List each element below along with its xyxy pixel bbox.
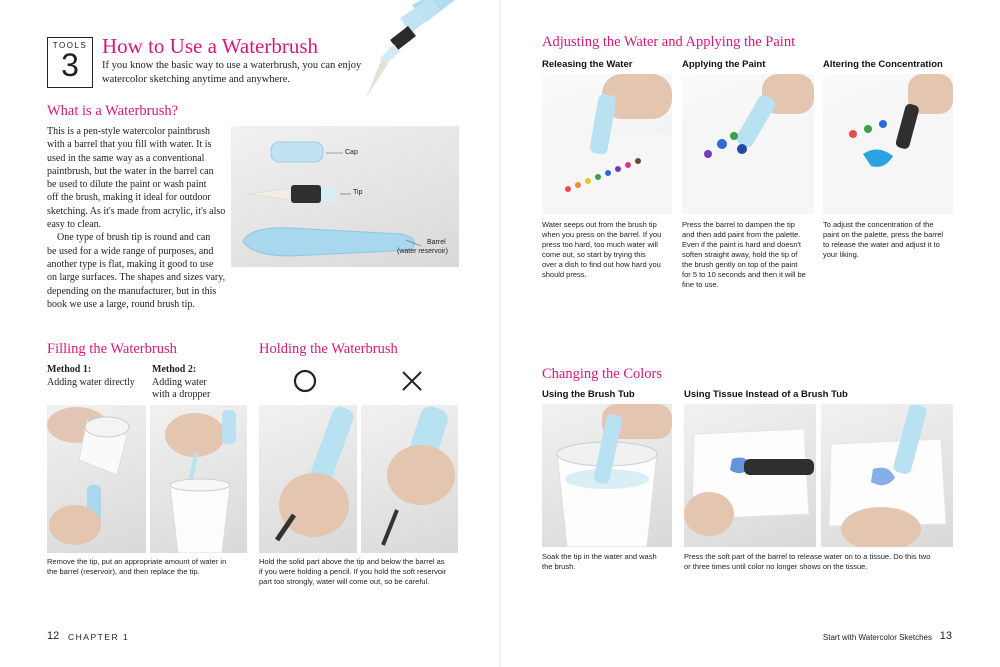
page-title: How to Use a Waterbrush [102,34,319,58]
body-line: off the brush, making it ideal for outdoor [47,192,211,204]
holding-caption-line: Hold the solid part above the tip and below the barrel as [259,557,445,566]
body-line: One type of brush tip is round and can [57,232,211,244]
footer-title: Start with Watercolor Sketches [822,633,932,642]
parts-drawing [231,126,459,267]
barrel-sub-label: (water reservoir) [397,248,448,255]
releasing-caption [542,220,677,280]
caption-line: or three times until color no longer shows on the tissue. [684,562,868,571]
caption-line: Soak the tip in the water and wash [542,552,657,561]
method2-label: Method 2: [152,364,197,375]
method2 [152,364,210,402]
releasing-photo [542,74,672,214]
caption-line: to release the water and adjust it to [823,240,940,249]
right-page-number: 13 [939,630,952,642]
method1-photo [47,405,146,553]
brush-tub-title: Using the Brush Tub [542,389,635,400]
correct-circle-icon [292,368,318,394]
tools-number: 3 [61,47,79,83]
holding-heading: Holding the Waterbrush [259,341,398,357]
what-heading: What is a Waterbrush? [47,103,179,119]
correct-grip-photo [259,405,357,553]
caption-line: fine to use. [682,280,719,289]
method2-text-1: Adding water [152,376,207,388]
body-line: be used to dilute the paint or wash paint [47,179,207,191]
brush-tub-drawing [542,404,672,547]
incorrect-grip-photo [361,405,458,553]
applying-photo [682,74,814,214]
caption-line: the brush. [542,562,576,571]
method1-text: Adding water directly [47,376,135,388]
waterbrush-illustration [360,0,480,100]
left-page-number: 12 [47,630,60,642]
method2-text-2: with a dropper [152,389,211,400]
tools-badge [47,37,93,88]
dropper-drawing [150,405,247,553]
body-line: used in the same way as a conventional [47,152,205,164]
caption-line: Press the soft part of the barrel to release water on to a tissue. Do this two [684,552,931,561]
tools-label: TOOLS [52,41,88,50]
body-line: another type is flat, making it good to use [47,258,214,270]
incorrect-grip-drawing [361,405,458,553]
adjust-heading: Adjusting the Water and Applying the Paint [542,34,796,50]
intro-text: If you know the basic way to use a waterbrush, you can enjoy watercolor sketching anytime and anywhere. [102,60,362,85]
applying-caption [682,220,820,290]
filling-caption [47,557,257,577]
tissue-drawing-2 [821,404,953,547]
tissue-caption [684,552,959,572]
caption-line: come out, so start by trying this [542,250,646,259]
caption-line: soften straight away, hold the tip of [682,250,798,259]
applying-drawing [682,74,814,214]
body-line: with a barrel that you fill with water. It is [47,139,212,151]
releasing-title: Releasing the Water [542,59,633,70]
caption-line: your liking. [823,250,859,259]
altering-drawing [823,74,953,214]
waterbrush-parts-photo [231,126,459,267]
barrel-label: Barrel [427,239,446,246]
caption-line: over a dish to find out how hard you [542,260,661,269]
body-line: This is a pen-style watercolor paintbrush [47,126,211,137]
filling-caption-line: Remove the tip, put an appropriate amount of water in [47,557,227,566]
body-line: sketching. As it's made from acrylic, it's also [47,205,226,217]
tissue-title: Using Tissue Instead of a Brush Tub [684,389,848,400]
tip-label: Tip [353,189,363,196]
method1 [47,364,135,389]
chapter-label: CHAPTER 1 [68,632,130,642]
caption-line: Press the barrel to dampen the tip [682,220,795,229]
tub-caption [542,552,677,572]
changing-heading: Changing the Colors [542,366,663,382]
incorrect-cross-icon [400,369,424,393]
caption-line: press too hard, too much water will [542,240,658,249]
brush-tub-photo [542,404,672,547]
caption-line: the brush gently on top of the paint [682,260,798,269]
tissue-photo-2 [821,404,953,547]
caption-line: when you press on the barrel. If you [542,230,662,239]
releasing-drawing [542,74,672,214]
body-line: on large surfaces. The shapes and sizes vary, [47,272,226,284]
tissue-drawing-1 [684,404,816,547]
filling-heading: Filling the Waterbrush [47,341,177,357]
body-line: paintbrush, but the water in the barrel can [47,165,214,177]
body-line: depending on the manufacturer, but in this [47,285,217,297]
filling-caption-line: the barrel (reservoir), and then replace the tip. [47,567,200,576]
altering-title: Altering the Concentration [823,59,943,70]
caption-line: paint on the palette, press the barrel [823,230,944,239]
caption-line: for 5 to 10 seconds and then it will be [682,270,806,279]
right-page [500,0,1000,667]
what-body [47,125,227,311]
cap-label: Cap [345,149,358,156]
cup-tilt-drawing [47,405,146,553]
holding-caption-line: if you were holding a pencil. If you hold the soft reservoir [259,567,447,576]
altering-photo [823,74,953,214]
caption-line: Even if the paint is hard and doesn't [682,240,802,249]
caption-line: To adjust the concentration of the [823,220,934,229]
tissue-photo-1 [684,404,816,547]
applying-title: Applying the Paint [682,59,766,70]
method1-label: Method 1: [47,364,92,375]
holding-caption-line: part too strongly, water will come out, so be careful. [259,577,430,586]
body-line: book we use a large, round brush tip. [47,298,195,310]
altering-caption [823,220,958,260]
caption-line: Water seeps out from the brush tip [542,220,657,229]
holding-caption [259,557,464,587]
caption-line: should press. [542,270,587,279]
correct-grip-drawing [259,405,357,553]
caption-line: and then add paint from the palette. [682,230,801,239]
body-line: easy to clean. [47,219,102,231]
method2-photo [150,405,247,553]
body-line: be used for a wide range of purposes, and [47,245,214,257]
